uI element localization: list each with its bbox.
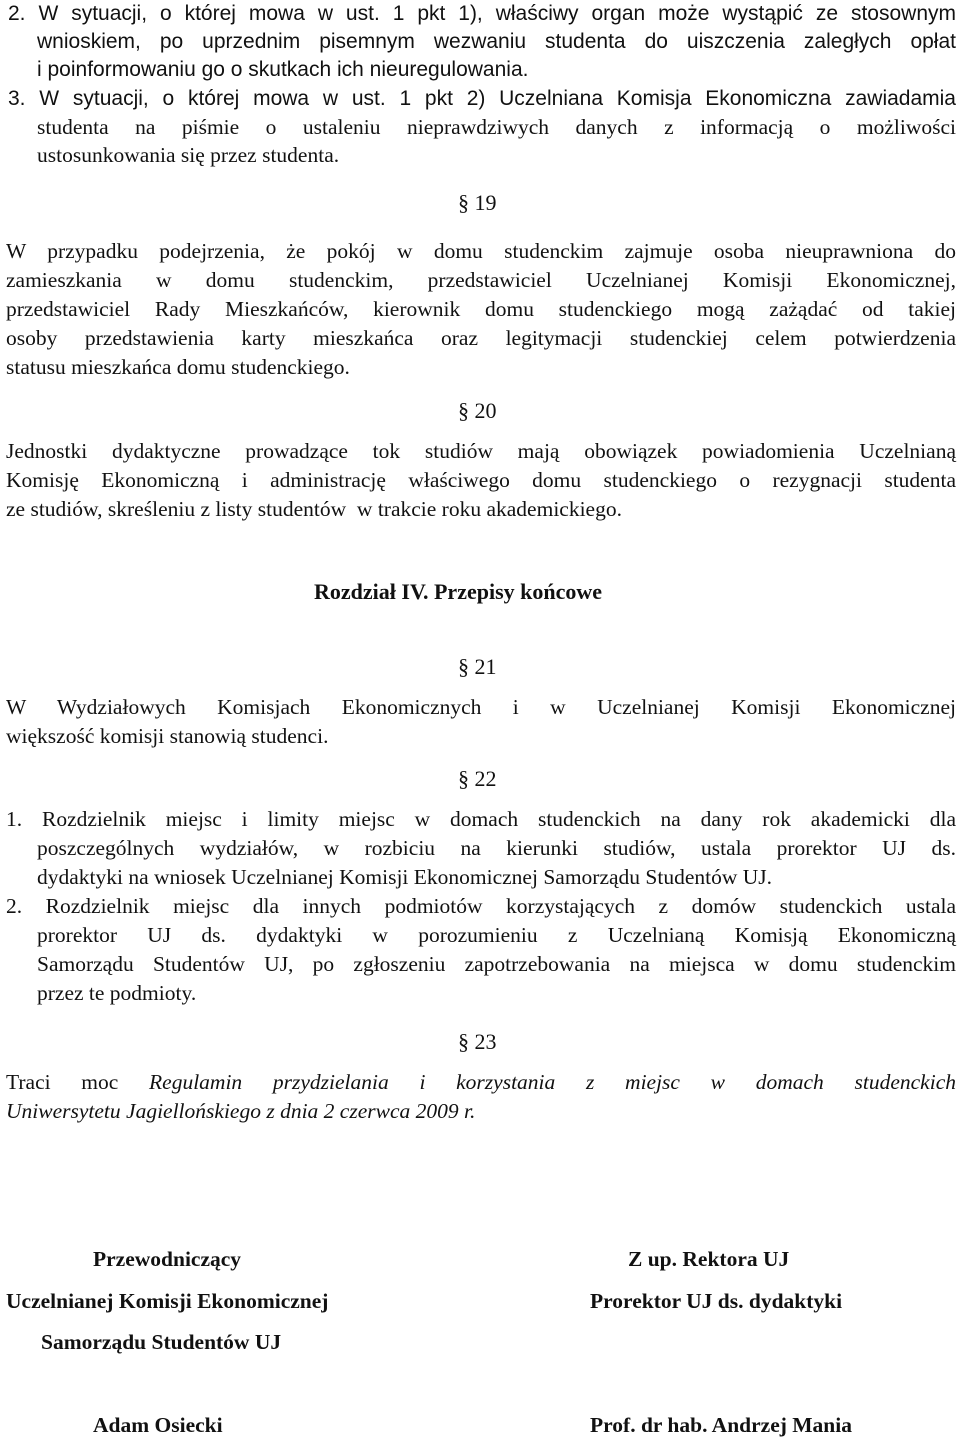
section-23-heading: § 23 [458,1029,497,1054]
section-22-heading: § 22 [458,766,497,791]
section-22-item-2-line-2: prorektor UJ ds. dydaktyki w porozumieniu z Uczelnianą Komisją Ekonomiczną [37,923,956,947]
section-19-line-5: statusu mieszkańca domu studenckiego. [6,355,350,379]
signature-left-name: Adam Osiecki [93,1413,223,1437]
signature-right-name: Prof. dr hab. Andrzej Mania [590,1413,852,1437]
section-20-line-3: ze studiów, skreśleniu z listy studentów w trakcie roku akademickiego. [6,497,622,521]
section-20-line-2: Komisję Ekonomiczną i administrację właściwego domu studenckiego o rezygnacji studenta [6,468,956,492]
section-23-line-2: Uniwersytetu Jagiellońskiego z dnia 2 czerwca 2009 r. [6,1099,476,1123]
item-3-line-1: 3. W sytuacji, o której mowa w ust. 1 pkt 2) Uczelniana Komisja Ekonomiczna zawiadamia [8,87,956,110]
section-19-heading: § 19 [458,190,497,215]
section-22-item-2-line-4: przez te podmioty. [37,981,197,1005]
section-20-heading: § 20 [458,398,497,423]
chapter-title: Rozdział IV. Przepisy końcowe [314,579,603,604]
section-21-line-1: W Wydziałowych Komisjach Ekonomicznych i w Uczelnianej Komisji Ekonomicznej [6,695,956,719]
section-22-item-1-line-3: dydaktyki na wniosek Uczelnianej Komisji Ekonomicznej Samorządu Studentów UJ. [37,865,773,889]
section-22-item-2-line-3: Samorządu Studentów UJ, po zgłoszeniu zapotrzebowania na miejsca w domu studenckim [37,952,956,976]
item-2-line-3: i poinformowaniu go o skutkach ich nieuregulowania. [37,58,529,81]
signature-left-title-3: Samorządu Studentów UJ [41,1330,282,1354]
section-23-regulation-title: Regulamin przydzielania i korzystania z miejsc w domach studenckich [149,1070,956,1094]
signature-right-title-2: Prorektor UJ ds. dydaktyki [590,1289,843,1313]
item-3-line-2: studenta na piśmie o ustaleniu nieprawdziwych danych z informacją o możliwości [37,115,956,139]
section-21-heading: § 21 [458,654,497,679]
section-22-item-1-line-2: poszczególnych wydziałów, w rozbiciu na kierunki studiów, ustala prorektor UJ ds. [37,836,956,860]
signature-left-title-1: Przewodniczący [93,1247,242,1271]
section-22-item-1-line-1: 1. Rozdzielnik miejsc i limity miejsc w domach studenckich na dany rok akademicki dla [6,807,956,831]
section-23-line-1 [6,1072,956,1094]
item-2-line-1: 2. W sytuacji, o której mowa w ust. 1 pkt 1), właściwy organ może wystąpić ze stosownym [8,2,956,25]
section-20-line-1: Jednostki dydaktyczne prowadzące tok studiów mają obowiązek powiadomienia Uczelnianą [6,439,956,463]
section-19-line-4: osoby przedstawienia karty mieszkańca oraz legitymacji studenckiej celem potwierdzenia [6,326,956,350]
section-22-item-2-line-1: 2. Rozdzielnik miejsc dla innych podmiotów korzystających z domów studenckich ustala [6,894,956,918]
section-19-line-1: W przypadku podejrzenia, że pokój w domu studenckim zajmuje osoba nieuprawniona do [6,239,956,263]
section-19-line-3: przedstawiciel Rady Mieszkańców, kierownik domu studenckiego mogą zażądać od takiej [6,297,956,321]
signature-right-title-1: Z up. Rektora UJ [628,1247,790,1271]
item-2-line-2: wnioskiem, po uprzednim pisemnym wezwaniu studenta do uiszczenia zaległych opłat [37,30,956,53]
item-3-line-3: ustosunkowania się przez studenta. [37,143,340,167]
section-19-line-2: zamieszkania w domu studenckim, przedstawiciel Uczelnianej Komisji Ekonomicznej, [6,268,956,292]
signature-left-title-2: Uczelnianej Komisji Ekonomicznej [6,1289,329,1313]
section-23-prefix: Traci moc [6,1070,150,1094]
section-21-line-2: większość komisji stanowią studenci. [6,724,329,748]
